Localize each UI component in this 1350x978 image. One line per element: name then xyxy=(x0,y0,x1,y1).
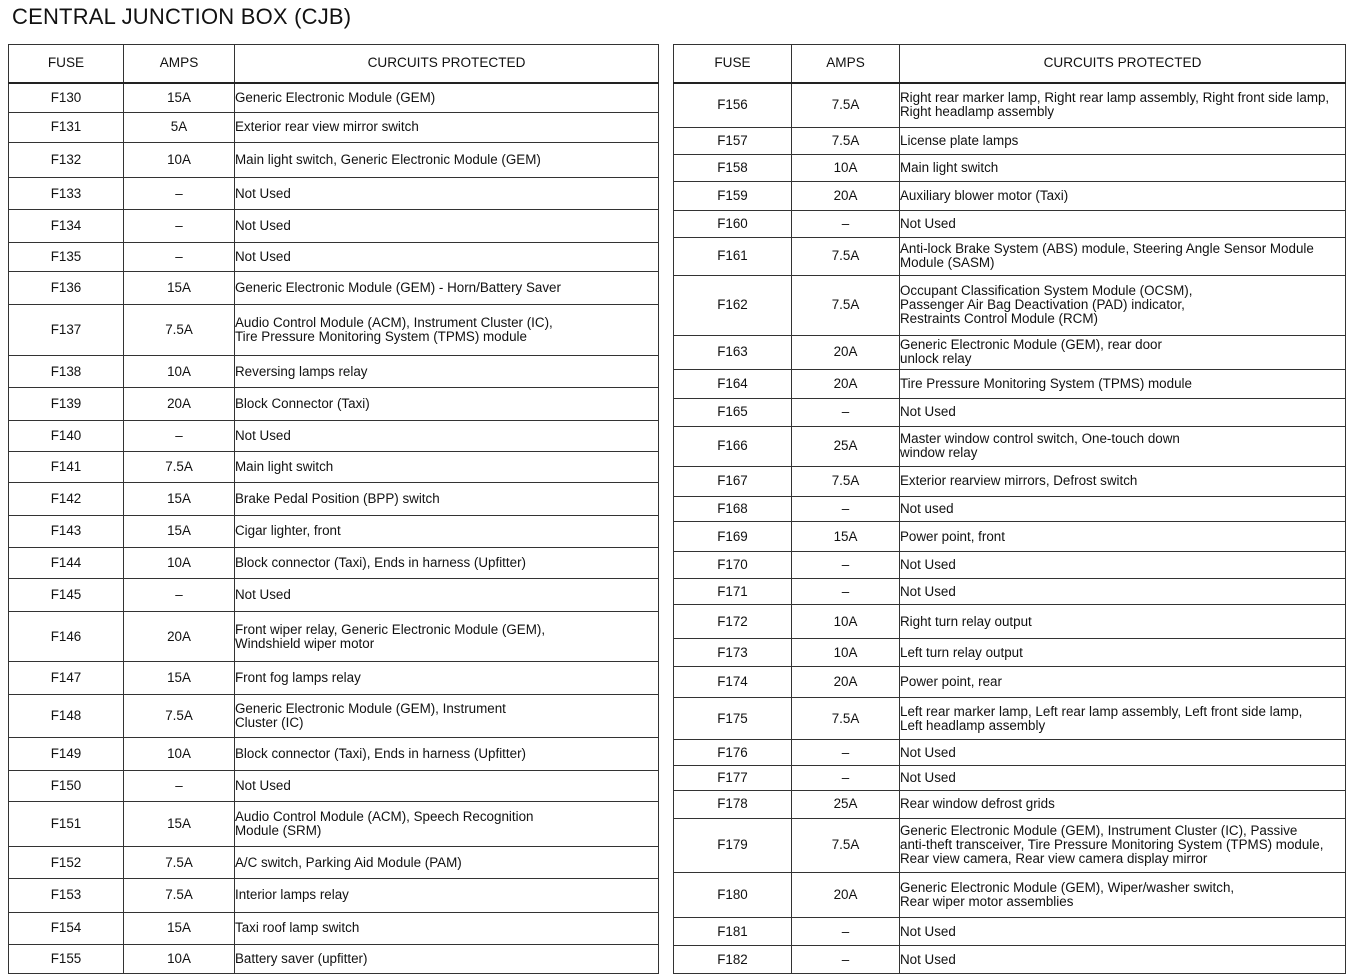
fuse-number: F147 xyxy=(9,662,124,694)
circuits-protected: Not Used xyxy=(900,917,1346,945)
amp-rating: 7.5A xyxy=(792,83,900,128)
circuits-column-header: CURCUITS PROTECTED xyxy=(900,45,1346,83)
fuse-row xyxy=(9,847,659,878)
circuits-protected: Not Used xyxy=(900,398,1346,426)
amp-rating: – xyxy=(792,398,900,426)
circuits-protected: Exterior rear view mirror switch xyxy=(235,113,659,142)
fuse-row xyxy=(9,801,659,847)
circuits-column-header: CURCUITS PROTECTED xyxy=(235,45,659,83)
circuits-protected: Block connector (Taxi), Ends in harness (Upfitter) xyxy=(235,738,659,770)
circuits-protected: Not Used xyxy=(235,420,659,451)
fuse-number: F140 xyxy=(9,420,124,451)
fuse-number: F134 xyxy=(9,210,124,242)
amp-rating: 25A xyxy=(792,426,900,466)
fuse-row xyxy=(674,605,1346,638)
circuits-protected: Left rear marker lamp, Left rear lamp assembly, Left front side lamp, Left headlamp assembly xyxy=(900,697,1346,740)
fuse-row xyxy=(674,496,1346,521)
circuits-protected: Exterior rearview mirrors, Defrost switch xyxy=(900,466,1346,496)
fuse-number: F167 xyxy=(674,466,792,496)
amp-rating: – xyxy=(792,917,900,945)
fuse-row xyxy=(9,242,659,271)
fuse-number: F133 xyxy=(9,178,124,210)
amp-rating: 15A xyxy=(124,272,235,305)
fuse-row xyxy=(674,398,1346,426)
fuse-row xyxy=(9,770,659,801)
fuse-number: F181 xyxy=(674,917,792,945)
fuse-row xyxy=(674,466,1346,496)
fuse-number: F150 xyxy=(9,770,124,801)
amp-rating: 10A xyxy=(792,638,900,666)
circuits-protected: Not Used xyxy=(235,210,659,242)
fuse-number: F164 xyxy=(674,370,792,398)
circuits-protected: Not Used xyxy=(900,579,1346,605)
fuse-number: F162 xyxy=(674,275,792,335)
circuits-protected: A/C switch, Parking Aid Module (PAM) xyxy=(235,847,659,878)
circuits-protected: Generic Electronic Module (GEM), rear door unlock relay xyxy=(900,335,1346,370)
amp-rating: 7.5A xyxy=(792,697,900,740)
fuse-table-right xyxy=(673,44,1346,974)
fuse-number: F143 xyxy=(9,515,124,547)
amp-rating: – xyxy=(792,765,900,790)
amp-rating: 10A xyxy=(124,356,235,388)
circuits-protected: Not Used xyxy=(900,210,1346,237)
circuits-protected: Block Connector (Taxi) xyxy=(235,388,659,420)
amp-rating: – xyxy=(124,242,235,271)
amp-rating: 15A xyxy=(792,522,900,551)
circuits-protected: Brake Pedal Position (BPP) switch xyxy=(235,483,659,515)
fuse-row xyxy=(674,740,1346,765)
amp-rating: 20A xyxy=(792,667,900,697)
fuse-row xyxy=(9,178,659,210)
fuse-number: F155 xyxy=(9,944,124,973)
amp-rating: 10A xyxy=(792,605,900,638)
fuse-row xyxy=(674,697,1346,740)
amp-rating: 15A xyxy=(124,515,235,547)
amp-rating: 7.5A xyxy=(792,818,900,873)
fuse-number: F163 xyxy=(674,335,792,370)
amp-rating: – xyxy=(124,770,235,801)
amp-rating: 20A xyxy=(124,611,235,662)
circuits-protected: Battery saver (upfitter) xyxy=(235,944,659,973)
fuse-row xyxy=(674,182,1346,210)
circuits-protected: Right rear marker lamp, Right rear lamp assembly, Right front side lamp, Right headlamp assembly xyxy=(900,83,1346,128)
fuse-number: F176 xyxy=(674,740,792,765)
amp-rating: – xyxy=(792,496,900,521)
fuse-number: F169 xyxy=(674,522,792,551)
amp-rating: 7.5A xyxy=(124,847,235,878)
circuits-protected: Audio Control Module (ACM), Instrument Cluster (IC), Tire Pressure Monitoring System (TPMS) module xyxy=(235,305,659,356)
amp-rating: 7.5A xyxy=(792,466,900,496)
fuse-row xyxy=(674,127,1346,154)
fuse-row xyxy=(674,638,1346,666)
fuse-number: F144 xyxy=(9,548,124,579)
fuse-number: F142 xyxy=(9,483,124,515)
amp-rating: 5A xyxy=(124,113,235,142)
circuits-protected: Anti-lock Brake System (ABS) module, Steering Angle Sensor Module Module (SASM) xyxy=(900,238,1346,276)
amp-rating: 10A xyxy=(124,944,235,973)
fuse-row xyxy=(674,946,1346,974)
fuse-row xyxy=(9,579,659,611)
amp-rating: 20A xyxy=(792,182,900,210)
fuse-row xyxy=(9,388,659,420)
fuse-number: F159 xyxy=(674,182,792,210)
circuits-protected: Main light switch xyxy=(235,452,659,483)
fuse-number: F130 xyxy=(9,83,124,113)
fuse-number: F157 xyxy=(674,127,792,154)
fuse-row xyxy=(9,142,659,177)
circuits-protected: Not used xyxy=(900,496,1346,521)
circuits-protected: Not Used xyxy=(900,551,1346,578)
circuits-protected: Auxiliary blower motor (Taxi) xyxy=(900,182,1346,210)
fuse-column-header: FUSE xyxy=(674,45,792,83)
fuse-number: F146 xyxy=(9,611,124,662)
fuse-number: F154 xyxy=(9,913,124,944)
fuse-row xyxy=(9,738,659,770)
fuse-row xyxy=(674,210,1346,237)
fuse-number: F179 xyxy=(674,818,792,873)
header-row xyxy=(674,45,1346,83)
page-title: CENTRAL JUNCTION BOX (CJB) xyxy=(12,4,352,29)
header-row xyxy=(9,45,659,83)
amp-rating: – xyxy=(124,420,235,451)
fuse-row xyxy=(9,611,659,662)
circuits-protected: Front wiper relay, Generic Electronic Module (GEM), Windshield wiper motor xyxy=(235,611,659,662)
fuse-row xyxy=(9,452,659,483)
amp-rating: – xyxy=(792,551,900,578)
amps-column-header: AMPS xyxy=(124,45,235,83)
amp-rating: 10A xyxy=(124,142,235,177)
fuse-number: F137 xyxy=(9,305,124,356)
amp-rating: 20A xyxy=(792,873,900,918)
amp-rating: 15A xyxy=(124,83,235,113)
amp-rating: 15A xyxy=(124,662,235,694)
amp-rating: 7.5A xyxy=(124,694,235,737)
amp-rating: – xyxy=(792,740,900,765)
circuits-protected: Interior lamps relay xyxy=(235,878,659,912)
fuse-row xyxy=(9,515,659,547)
fuse-number: F145 xyxy=(9,579,124,611)
fuse-row xyxy=(674,426,1346,466)
fuse-row xyxy=(9,483,659,515)
fuse-column-header: FUSE xyxy=(9,45,124,83)
amp-rating: 10A xyxy=(124,548,235,579)
fuse-row xyxy=(674,791,1346,818)
circuits-protected: Generic Electronic Module (GEM), Instrument Cluster (IC), Passive anti-theft transceiver, Tire Pressure Monitoring System (TPMS) module, Rear view camera, Rear view camera display mirror xyxy=(900,818,1346,873)
fuse-row xyxy=(9,113,659,142)
amp-rating: – xyxy=(792,946,900,974)
circuits-protected: Not Used xyxy=(900,946,1346,974)
fuse-number: F168 xyxy=(674,496,792,521)
amp-rating: 7.5A xyxy=(792,238,900,276)
fuse-row xyxy=(9,305,659,356)
fuse-number: F139 xyxy=(9,388,124,420)
fuse-row xyxy=(9,210,659,242)
fuse-row xyxy=(9,662,659,694)
amp-rating: – xyxy=(124,210,235,242)
amp-rating: 15A xyxy=(124,913,235,944)
circuits-protected: Power point, front xyxy=(900,522,1346,551)
circuits-protected: Audio Control Module (ACM), Speech Recognition Module (SRM) xyxy=(235,801,659,847)
fuse-row xyxy=(674,551,1346,578)
fuse-number: F173 xyxy=(674,638,792,666)
circuits-protected: Not Used xyxy=(900,765,1346,790)
amp-rating: 10A xyxy=(124,738,235,770)
circuits-protected: Generic Electronic Module (GEM) xyxy=(235,83,659,113)
fuse-number: F136 xyxy=(9,272,124,305)
circuits-protected: Generic Electronic Module (GEM), Instrument Cluster (IC) xyxy=(235,694,659,737)
fuse-number: F148 xyxy=(9,694,124,737)
fuse-number: F131 xyxy=(9,113,124,142)
circuits-protected: Right turn relay output xyxy=(900,605,1346,638)
circuits-protected: Occupant Classification System Module (OCSM), Passenger Air Bag Deactivation (PAD) indicator, Restraints Control Module (RCM) xyxy=(900,275,1346,335)
fuse-number: F170 xyxy=(674,551,792,578)
fuse-row xyxy=(9,356,659,388)
fuse-row xyxy=(674,83,1346,128)
fuse-row xyxy=(9,272,659,305)
fuse-number: F132 xyxy=(9,142,124,177)
fuse-row xyxy=(9,83,659,113)
fuse-number: F152 xyxy=(9,847,124,878)
circuits-protected: Main light switch, Generic Electronic Module (GEM) xyxy=(235,142,659,177)
fuse-row xyxy=(674,155,1346,182)
circuits-protected: Power point, rear xyxy=(900,667,1346,697)
fuse-number: F174 xyxy=(674,667,792,697)
fuse-row xyxy=(674,873,1346,918)
amp-rating: 20A xyxy=(792,335,900,370)
fuse-row xyxy=(674,370,1346,398)
fuse-row xyxy=(674,818,1346,873)
fuse-number: F177 xyxy=(674,765,792,790)
fuse-row xyxy=(674,522,1346,551)
amp-rating: 15A xyxy=(124,801,235,847)
circuits-protected: Generic Electronic Module (GEM), Wiper/washer switch, Rear wiper motor assemblies xyxy=(900,873,1346,918)
fuse-number: F175 xyxy=(674,697,792,740)
fuse-number: F141 xyxy=(9,452,124,483)
amp-rating: 7.5A xyxy=(792,127,900,154)
fuse-number: F153 xyxy=(9,878,124,912)
fuse-row xyxy=(674,238,1346,276)
amp-rating: 7.5A xyxy=(124,878,235,912)
amp-rating: 20A xyxy=(124,388,235,420)
fuse-number: F171 xyxy=(674,579,792,605)
circuits-protected: Not Used xyxy=(235,242,659,271)
fuse-number: F178 xyxy=(674,791,792,818)
amp-rating: – xyxy=(792,579,900,605)
fuse-row xyxy=(9,694,659,737)
fuse-number: F180 xyxy=(674,873,792,918)
circuits-protected: Block connector (Taxi), Ends in harness (Upfitter) xyxy=(235,548,659,579)
circuits-protected: Master window control switch, One-touch down window relay xyxy=(900,426,1346,466)
circuits-protected: Main light switch xyxy=(900,155,1346,182)
fuse-row xyxy=(674,765,1346,790)
fuse-number: F160 xyxy=(674,210,792,237)
circuits-protected: Generic Electronic Module (GEM) - Horn/Battery Saver xyxy=(235,272,659,305)
amp-rating: 7.5A xyxy=(792,275,900,335)
fuse-number: F161 xyxy=(674,238,792,276)
circuits-protected: Reversing lamps relay xyxy=(235,356,659,388)
amp-rating: – xyxy=(792,210,900,237)
fuse-number: F158 xyxy=(674,155,792,182)
circuits-protected: Tire Pressure Monitoring System (TPMS) module xyxy=(900,370,1346,398)
fuse-row xyxy=(9,913,659,944)
circuits-protected: Not Used xyxy=(235,178,659,210)
fuse-row xyxy=(9,420,659,451)
circuits-protected: Cigar lighter, front xyxy=(235,515,659,547)
circuits-protected: Front fog lamps relay xyxy=(235,662,659,694)
fuse-table-left xyxy=(8,44,659,974)
amp-rating: – xyxy=(124,579,235,611)
amp-rating: 10A xyxy=(792,155,900,182)
circuits-protected: Not Used xyxy=(900,740,1346,765)
fuse-row xyxy=(674,667,1346,697)
fuse-number: F135 xyxy=(9,242,124,271)
fuse-number: F182 xyxy=(674,946,792,974)
fuse-number: F149 xyxy=(9,738,124,770)
circuits-protected: Not Used xyxy=(235,579,659,611)
amps-column-header: AMPS xyxy=(792,45,900,83)
fuse-row xyxy=(674,335,1346,370)
circuits-protected: License plate lamps xyxy=(900,127,1346,154)
circuits-protected: Left turn relay output xyxy=(900,638,1346,666)
fuse-number: F151 xyxy=(9,801,124,847)
fuse-row xyxy=(9,944,659,973)
circuits-protected: Rear window defrost grids xyxy=(900,791,1346,818)
fuse-row xyxy=(674,579,1346,605)
fuse-number: F172 xyxy=(674,605,792,638)
fuse-row xyxy=(9,548,659,579)
fuse-row xyxy=(9,878,659,912)
fuse-number: F165 xyxy=(674,398,792,426)
amp-rating: 20A xyxy=(792,370,900,398)
amp-rating: 7.5A xyxy=(124,305,235,356)
fuse-number: F138 xyxy=(9,356,124,388)
fuse-row xyxy=(674,917,1346,945)
amp-rating: 15A xyxy=(124,483,235,515)
fuse-row xyxy=(674,275,1346,335)
amp-rating: 7.5A xyxy=(124,452,235,483)
fuse-number: F166 xyxy=(674,426,792,466)
fuse-number: F156 xyxy=(674,83,792,128)
amp-rating: – xyxy=(124,178,235,210)
circuits-protected: Not Used xyxy=(235,770,659,801)
amp-rating: 25A xyxy=(792,791,900,818)
circuits-protected: Taxi roof lamp switch xyxy=(235,913,659,944)
